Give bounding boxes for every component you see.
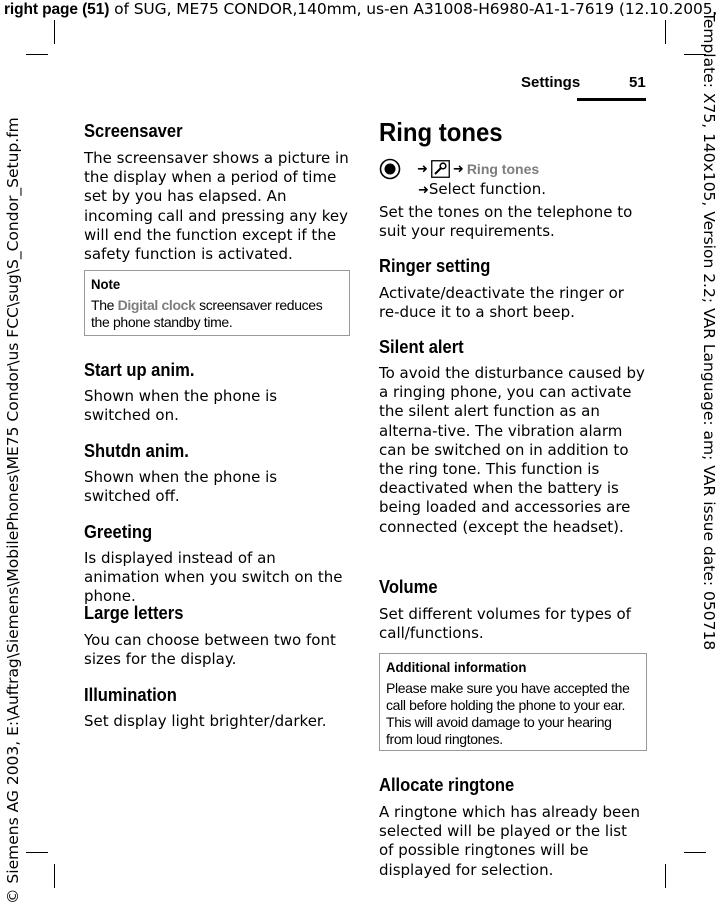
crop-mark [26,54,48,55]
page-number: 51 [629,74,646,91]
template-info: Template: X75, 140x105, Version 2.2; VAR Language: am; VAR issue date: 050718 [700,12,718,651]
startup-heading: Start up anim. [84,360,195,380]
ringer-setting-heading: Ringer setting [379,256,491,276]
document-info-line [4,0,717,19]
select-function-text: Select function. [428,180,546,198]
additional-info-box [379,653,647,751]
navigation-key-icon [379,158,401,180]
crop-mark [665,864,666,888]
startup-text: Shown when the phone is switched on. [84,387,278,425]
arrow-icon: ➜ [417,161,428,177]
illumination-text: Set display light brighter/darker. [84,712,327,730]
arrow-icon: ➜ [418,183,429,198]
allocate-ringtone-heading: Allocate ringtone [379,775,515,795]
greeting-text: Is displayed instead of an animation when you switch on the phone. [84,549,343,606]
screensaver-heading: Screensaver [84,121,183,141]
digital-clock-term: Digital clock [117,297,196,313]
additional-info-text: Please make sure you have accepted the call before holding the phone to your ear. This will avoid damage to your hearing from loud ringtones. [386,680,630,747]
volume-text: Set different volumes for types of call/functions. [379,605,631,643]
crop-mark [54,20,55,44]
crop-mark [684,852,706,853]
illumination-heading: Illumination [84,685,177,705]
note-text: The Digital clock screensaver reduces the phone standby time. [91,297,323,330]
volume-heading: Volume [379,577,438,597]
shutdown-text: Shown when the phone is switched off. [84,468,278,506]
greeting-heading: Greeting [84,522,153,542]
crop-mark [54,864,55,888]
menu-path [379,158,546,200]
large-letters-heading: Large letters [84,603,184,623]
arrow-icon: ➜ [452,161,464,177]
additional-info-title: Additional information [386,659,527,675]
screensaver-text: The screensaver shows a picture in the display when a period of time set by you has elapsed. An incoming call and pressing any key will end the function except if the safety function is activated. [84,149,349,264]
ring-tones-selection: Ring tones [466,160,540,177]
ring-tones-title: Ring tones [379,117,503,147]
allocate-ringtone-text: A ringtone which has already been selected will be played or the list of possible ringtones will be displayed for selection. [379,803,640,879]
silent-alert-heading: Silent alert [379,337,464,357]
ringer-setting-text: Activate/deactivate the ringer or re-duce it to a short beep. [379,284,624,322]
shutdown-heading: Shutdn anim. [84,441,189,461]
copyright-path: © Siemens AG 2003, E:\Auftrag\Siemens\MobilePhones\ME75 Condor\us FCC\sug\S_Condor_Setup.fm [4,117,22,904]
silent-alert-text: To avoid the disturbance caused by a ringing phone, you can activate the silent alert function as an alterna-tive. The vibration alarm can be switched on in addition to the ring tone. This function is deactivated when the battery is being loaded and accessories are connected (except the headset). [379,364,645,536]
crop-mark [26,852,48,853]
note-box [84,270,350,336]
page-reference: right page (51) [4,1,110,18]
settings-menu-icon [431,160,450,178]
ring-tones-intro: Set the tones on the telephone to suit your requirements. [379,203,633,241]
header-rule [577,98,646,101]
document-path: of SUG, ME75 CONDOR,140mm, us-en A31008-H6980-A1-1-7619 (12.10.2005, [109,0,718,18]
note-title: Note [91,276,121,292]
large-letters-text: You can choose between two font sizes for the display. [84,631,336,669]
section-title: Settings [521,74,581,91]
crop-mark [665,20,666,44]
